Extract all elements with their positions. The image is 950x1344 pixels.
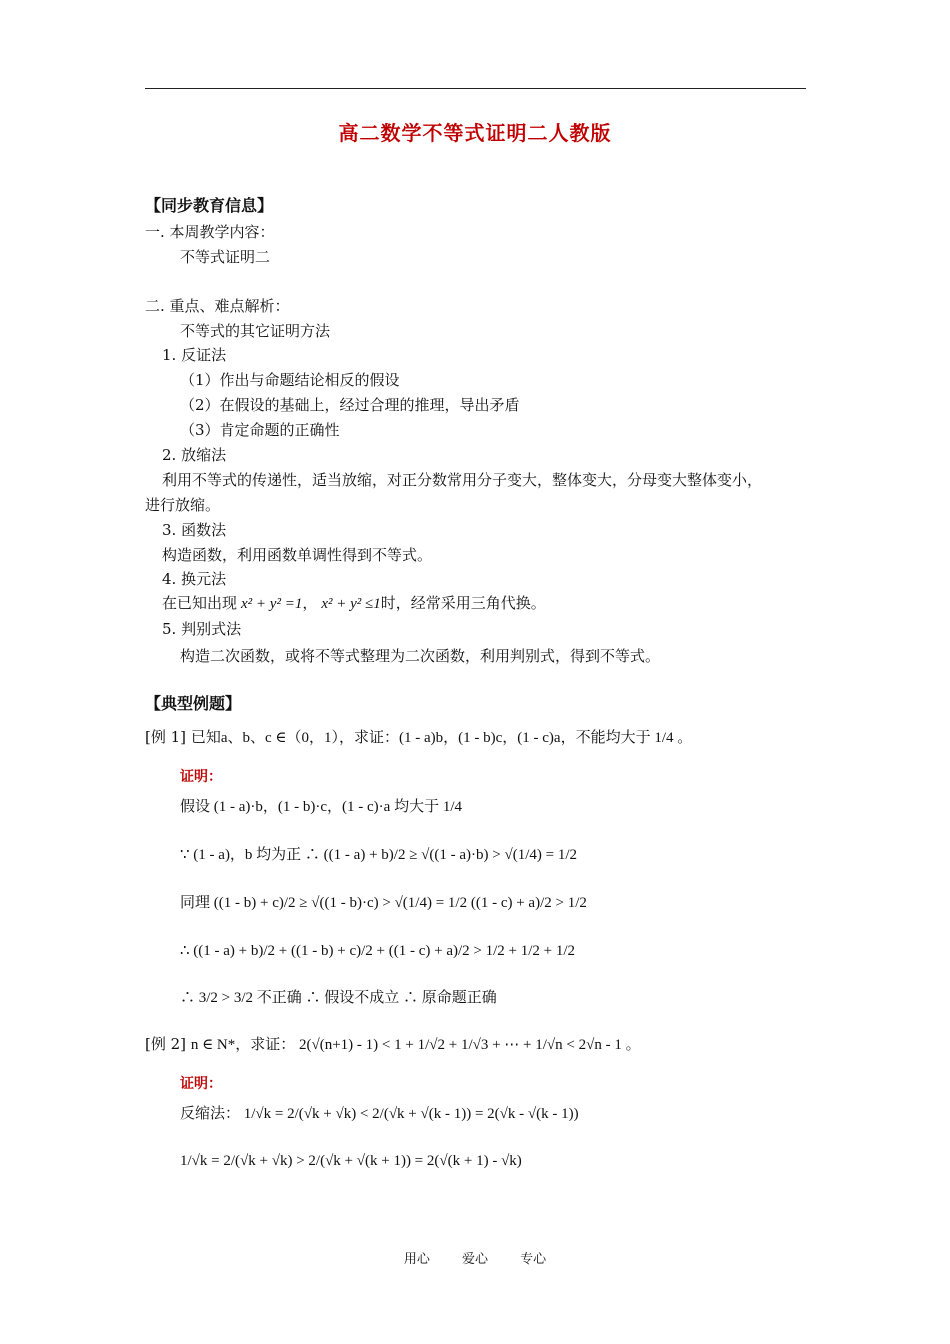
method4-body — [162, 593, 546, 614]
proof2-line: 反缩法： 1/√k = 2/(√k + √k) < 2/(√k + √(k - 1)) = 2(√k - √(k - 1)) — [180, 1106, 579, 1122]
example1-statement — [145, 727, 692, 748]
proof-line: ∵ (1 - a)，b 均为正 ∴ ((1 - a) + b)/2 ≥ √((1 - a)·b) > √(1/4) = 1/2 — [180, 847, 578, 863]
proof2-line: 1/√k = 2/(√k + √k) > 2/(√k + √(k + 1)) = 2(√(k + 1) - √k) — [180, 1153, 522, 1169]
method4-text-a: 在已知出现 — [162, 594, 238, 612]
method4-title: 4. 换元法 — [162, 570, 227, 588]
footer-item: 用心 — [403, 1252, 430, 1267]
section-heading-examples: 【典型例题】 — [145, 694, 242, 713]
method1-step: （1）作出与命题结论相反的假设 — [180, 371, 400, 389]
proof-line: 假设 (1 - a)·b，(1 - b)·c，(1 - c)·a 均大于 1/4 — [180, 799, 462, 815]
item1-label: 一. 本周教学内容： — [145, 223, 275, 241]
proof-label: 证明： — [180, 769, 222, 785]
section-heading-sync-info: 【同步教育信息】 — [145, 196, 274, 215]
item1-body: 不等式证明二 — [180, 248, 271, 266]
method2-title: 2. 放缩法 — [162, 446, 227, 464]
proof-line: ∴ ((1 - a) + b)/2 + ((1 - b) + c)/2 + ((1 - c) + a)/2 > 1/2 + 1/2 + 1/2 — [180, 943, 576, 959]
example2-text: n ∈ N*，求证： 2(√(n+1) - 1) < 1 + 1/√2 + 1/√3 + ⋯ + 1/√n < 2√n - 1 。 — [190, 1037, 641, 1053]
example1-text: 已知a、b、c ∈（0，1），求证：(1 - a)b，(1 - b)c，(1 - c)a，不能均大于 1/4 。 — [190, 730, 693, 746]
method3-title: 3. 函数法 — [162, 521, 227, 539]
method2-line: 进行放缩。 — [145, 496, 221, 514]
method4-math-2: x² + y² ≤1 — [321, 596, 381, 612]
method1-title: 1. 反证法 — [162, 346, 227, 364]
method2-line: 利用不等式的传递性，适当放缩，对正分数常用分子变大，整体变大，分母变大整体变小， — [162, 471, 763, 489]
method4-sep: ， — [302, 594, 318, 612]
method1-step: （2）在假设的基础上，经过合理的推理，导出矛盾 — [180, 396, 520, 414]
item2-intro: 不等式的其它证明方法 — [180, 322, 331, 340]
page-footer — [0, 1248, 950, 1267]
example1-label: [例 1] — [145, 728, 187, 746]
page-title: 高二数学不等式证明二人教版 — [338, 121, 612, 145]
method4-math-1: x² + y² =1 — [241, 596, 303, 612]
item2-label: 二. 重点、难点解析： — [145, 297, 290, 315]
header-rule — [145, 88, 806, 89]
proof-label-2: 证明： — [180, 1076, 222, 1092]
proof-line: ∴ 3/2 > 3/2 不正确 ∴ 假设不成立 ∴ 原命题正确 — [180, 990, 497, 1006]
method1-step: （3）肯定命题的正确性 — [180, 421, 340, 439]
example2-statement — [145, 1034, 641, 1055]
method5-title: 5. 判别式法 — [162, 620, 242, 638]
method5-body: 构造二次函数，或将不等式整理为二次函数，利用判别式，得到不等式。 — [180, 647, 661, 665]
example2-label: [例 2] — [145, 1035, 187, 1053]
proof-line: 同理 ((1 - b) + c)/2 ≥ √((1 - b)·c) > √(1/4) = 1/2 ((1 - c) + a)/2 > 1/2 — [180, 895, 587, 911]
footer-item: 爱心 — [461, 1252, 488, 1267]
method3-body: 构造函数，利用函数单调性得到不等式。 — [162, 546, 433, 564]
footer-item: 专心 — [520, 1252, 547, 1267]
method4-text-b: 时，经常采用三角代换。 — [380, 594, 546, 612]
